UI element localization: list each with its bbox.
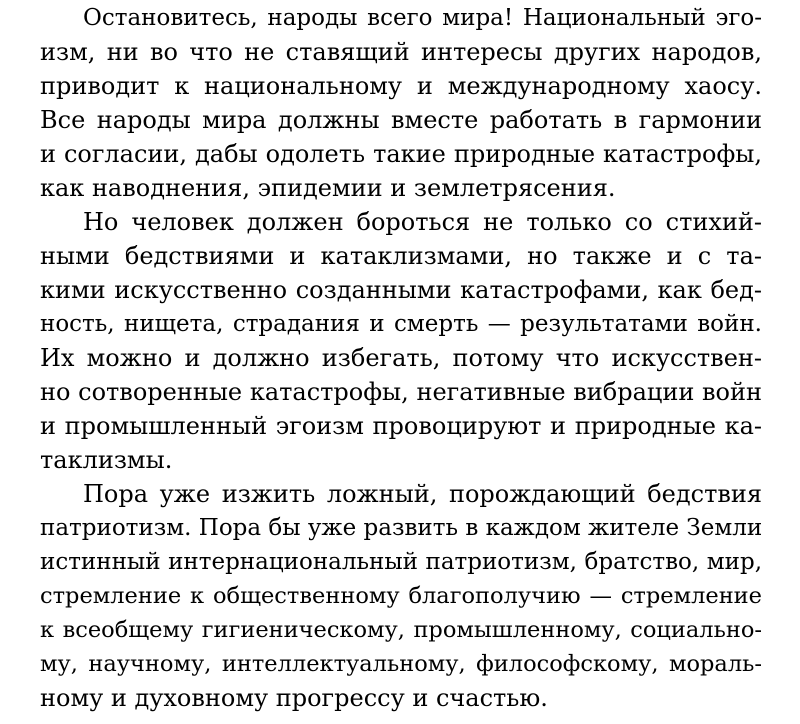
text-line: к всеобщему гигиеническому, промышленному, социально- [40,617,762,643]
text-line: но сотворенные катастрофы, негативные вибрации войн [40,378,762,406]
text-line: патриотизм. Пора бы уже развить в каждом жителе Земли [40,515,763,541]
text-line: Все народы мира должны вместе работать в гармонии [40,106,762,134]
text-line: Остановитесь, народы всего мира! Национальный эго- [83,5,762,31]
text-line: и промышленный эгоизм провоцируют и природные ка- [40,412,762,440]
text-line: как наводнения, эпидемии и землетрясения. [40,174,616,202]
text-line: му, научному, интеллектуальному, философскому, мораль- [40,651,762,677]
text-line: Их можно и должно избегать, потому что искусствен- [40,344,762,372]
text-line: приводит к национальному и международному хаосу. [40,72,762,100]
text-line: изм, ни во что не ставящий интересы других народов, [40,38,762,66]
text-line: Пора уже изжить ложный, порождающий бедствия [83,480,762,508]
text-line: истинный интернациональный патриотизм, братство, мир, [40,549,762,575]
text-line: и согласии, дабы одолеть такие природные катастрофы, [40,140,762,168]
text-line: ному и духовному прогрессу и счастью. [40,684,548,712]
text-line: ными бедствиями и катаклизмами, но также и с та- [40,242,762,270]
text-line: стремление к общественному благополучию — стремление [40,583,762,609]
text-line: ность, нищета, страдания и смерть — результатами войн. [40,311,762,337]
text-line: таклизмы. [40,446,173,474]
text-line: Но человек должен бороться не только со стихий- [83,208,762,236]
text-line: кими искусственно созданными катастрофами, как бед- [40,276,762,304]
